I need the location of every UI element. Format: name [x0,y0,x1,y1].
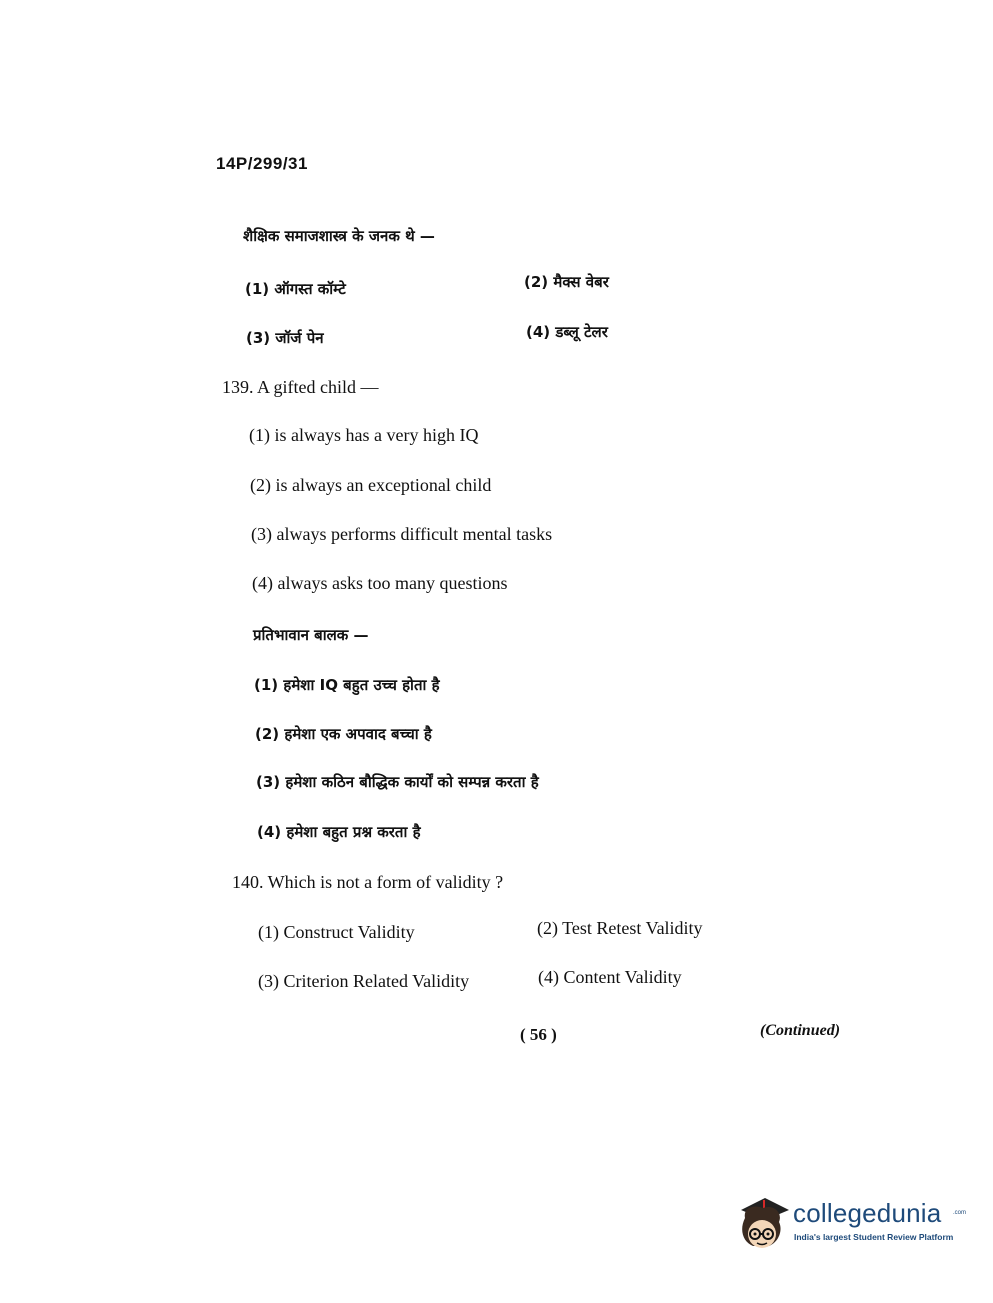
q139-hindi-option-3: (3) हमेशा कठिन बौद्धिक कार्यों को सम्पन्न करता है [256,773,539,791]
q138-option-3: (3) जॉर्ज पेन [246,329,324,347]
q139-hindi-question: प्रतिभावान बालक — [253,626,369,644]
q140-option-3: (3) Criterion Related Validity [258,971,470,991]
q139-hindi-option-2: (2) हमेशा एक अपवाद बच्चा है [255,725,432,743]
continued-label: (Continued) [760,1022,841,1039]
q140-option-2: (2) Test Retest Validity [537,918,703,938]
q140-option-4: (4) Content Validity [538,967,682,987]
q138-option-4: (4) डब्लू टेलर [526,323,608,341]
q139-option-1: (1) is always has a very high IQ [249,425,479,445]
q139-option-2: (2) is always an exceptional child [250,475,492,495]
logo-tagline: India's largest Student Review Platform [794,1232,954,1242]
page-number: ( 56 ) [520,1025,557,1044]
logo-domain-suffix: .com [953,1210,967,1216]
q139-option-4: (4) always asks too many questions [252,573,508,593]
student-mascot-icon [733,1196,791,1258]
paper-code: 14P/299/31 [216,154,308,173]
q138-option-2: (2) मैक्स वेबर [524,273,609,291]
q140-option-1: (1) Construct Validity [258,922,415,942]
q139-hindi-option-4: (4) हमेशा बहुत प्रश्न करता है [257,823,421,841]
q138-option-1: (1) ऑगस्त कॉम्टे [245,280,346,298]
q139-question: 139. A gifted child — [222,377,379,397]
q139-option-3: (3) always performs difficult mental tasks [251,524,553,544]
q138-hindi-question: शैक्षिक समाजशास्त्र के जनक थे — [243,227,435,245]
q139-hindi-option-1: (1) हमेशा IQ बहुत उच्च होता है [254,676,440,694]
q140-question: 140. Which is not a form of validity ? [232,872,504,892]
collegedunia-logo[interactable] [733,1196,967,1266]
logo-name: collegedunia [793,1198,942,1228]
